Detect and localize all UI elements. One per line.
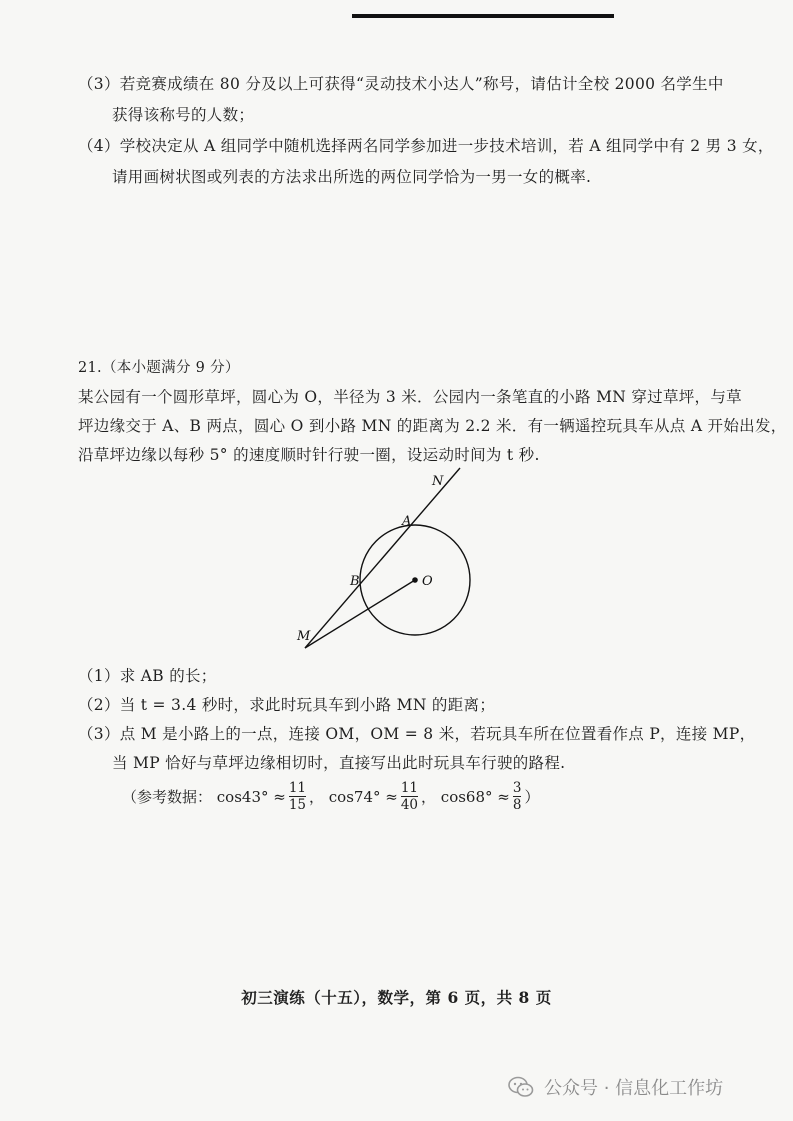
q21-stem-line2: 坪边缘交于 A、B 两点，圆心 O 到小路 MN 的距离为 2.2 米．有一辆遥控玩具车从点 A 开始出发， bbox=[78, 417, 787, 435]
q20-part4-line2: 请用画树状图或列表的方法求出所选的两位同学恰为一男一女的概率. bbox=[112, 168, 592, 186]
reference-data bbox=[122, 780, 539, 813]
ref-mid1: ， cos74° ≈ bbox=[309, 788, 398, 806]
label-a: A bbox=[402, 514, 412, 529]
top-border-bar bbox=[352, 14, 614, 18]
frac1-denominator: 15 bbox=[288, 797, 307, 813]
q21-sub2: （2）当 t = 3.4 秒时，求此时玩具车到小路 MN 的距离； bbox=[78, 696, 496, 714]
frac2-denominator: 40 bbox=[400, 797, 419, 813]
ref-mid2: ， cos68° ≈ bbox=[421, 788, 510, 806]
label-m: M bbox=[297, 629, 311, 644]
label-o: O bbox=[422, 574, 433, 589]
center-point-o bbox=[412, 577, 418, 583]
q20-part3-line2: 获得该称号的人数； bbox=[112, 106, 255, 124]
fraction-3-8 bbox=[513, 780, 522, 813]
ref-suffix: ） bbox=[524, 788, 540, 806]
q20-part4-line1: （4）学校决定从 A 组同学中随机选择两名同学参加进一步技术培训，若 A 组同学中有 2 男 3 女， bbox=[78, 137, 774, 155]
q21-sub3-line2: 当 MP 恰好与草坪边缘相切时，直接写出此时玩具车行驶的路程. bbox=[112, 754, 566, 772]
watermark bbox=[508, 1074, 723, 1100]
q21-header: 21.（本小题满分 9 分） bbox=[78, 360, 240, 376]
label-n: N bbox=[432, 474, 444, 489]
label-b: B bbox=[350, 574, 360, 589]
line-mn bbox=[305, 468, 460, 648]
q21-sub1: （1）求 AB 的长； bbox=[78, 667, 217, 685]
frac2-numerator: 11 bbox=[400, 780, 419, 796]
frac3-denominator: 8 bbox=[512, 797, 522, 813]
fraction-11-15 bbox=[289, 780, 306, 813]
ref-prefix: （参考数据： cos43° ≈ bbox=[122, 788, 286, 806]
page-footer: 初三演练（十五），数学，第 6 页，共 8 页 bbox=[241, 988, 552, 1007]
q20-part3-line1: （3）若竞赛成绩在 80 分及以上可获得“灵动技术小达人”称号，请估计全校 2000 名学生中 bbox=[78, 75, 724, 93]
watermark-text: 公众号 · 信息化工作坊 bbox=[544, 1078, 724, 1099]
frac3-numerator: 3 bbox=[512, 780, 522, 796]
segment-om bbox=[305, 580, 415, 648]
q21-stem-line3: 沿草坪边缘以每秒 5° 的速度顺时针行驶一圈，设运动时间为 t 秒. bbox=[78, 446, 540, 464]
q21-sub3-line1: （3）点 M 是小路上的一点，连接 OM，OM = 8 米，若玩具车所在位置看作点 P，连接 MP， bbox=[78, 725, 756, 743]
fraction-11-40 bbox=[401, 780, 418, 813]
wechat-icon bbox=[508, 1076, 534, 1098]
frac1-numerator: 11 bbox=[288, 780, 307, 796]
circle-figure bbox=[280, 465, 500, 665]
q21-stem-line1: 某公园有一个圆形草坪，圆心为 O，半径为 3 米．公园内一条笔直的小路 MN 穿过草坪，与草 bbox=[78, 388, 742, 406]
